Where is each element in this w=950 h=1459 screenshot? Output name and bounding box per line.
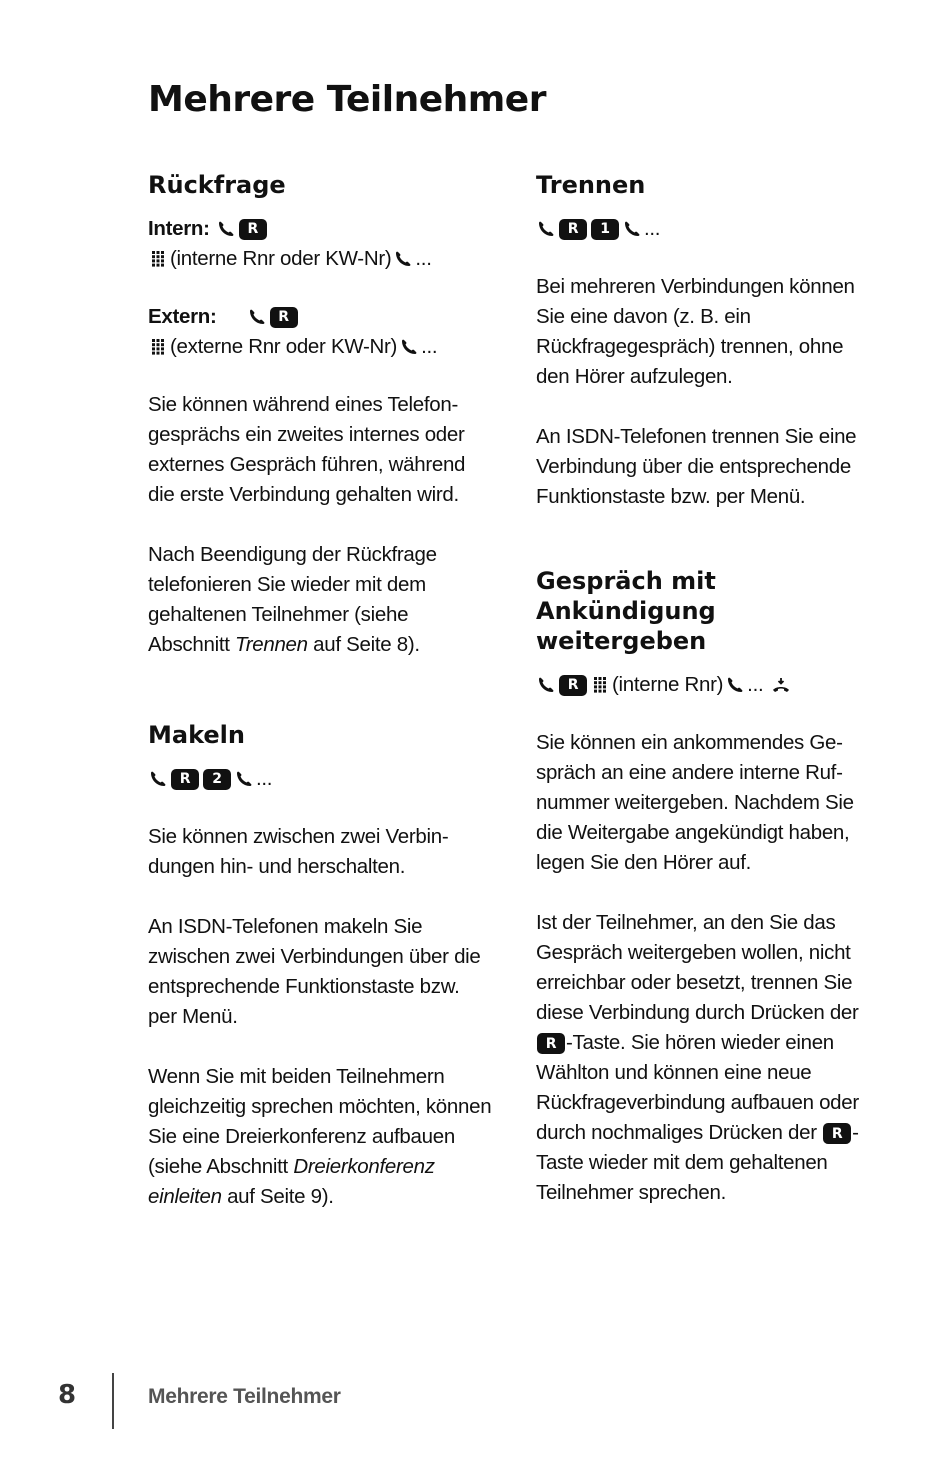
heading-makeln: Makeln: [148, 721, 245, 749]
paragraph-text: Ist der Teilnehmer, an den Sie das Gespräch weitergeben wollen, nicht erreichbar oder besetzt, trennen Sie diese Verbindung durch Drücken der: [536, 911, 859, 1024]
r-key-icon: R: [270, 307, 298, 328]
extern-number-text: (externe Rnr oder KW-Nr): [170, 335, 398, 358]
heading-rueckfrage: Rückfrage: [148, 171, 286, 199]
r-key-icon: R: [559, 219, 587, 240]
left-column: [148, 170, 493, 1242]
two-key-icon: 2: [203, 769, 231, 790]
r-key-icon: R: [239, 219, 267, 240]
paragraph-text: -Taste wieder mit dem gehaltenen Teilnehmer sprechen.: [536, 1121, 859, 1204]
makeln-paragraph-2: An ISDN-Telefonen makeln Sie zwischen zwei Verbindungen über die entsprechende Funktionstaste bzw. per Menü.: [148, 915, 481, 1028]
intern-sequence: [148, 214, 493, 274]
keypad-icon: [590, 675, 610, 695]
cross-reference-dreierkonferenz: Dreierkonferenz einleiten: [148, 1155, 435, 1208]
intern-number-text: (interne Rnr): [612, 673, 724, 696]
section-trennen: [536, 170, 881, 512]
ellipsis: ...: [421, 335, 438, 358]
makeln-paragraph-3: [148, 1062, 493, 1212]
trennen-paragraph-1: Bei mehreren Verbindungen können Sie eine davon (z. B. ein Rückfragegespräch) trennen, ohne den Hörer aufzulegen.: [536, 275, 855, 388]
heading-line: Ankündigung weitergeben: [536, 597, 716, 655]
rueckfrage-paragraph-1: Sie können während eines Telefongesprächs ein zweites internes oder externes Gespräch führen, während die erste Verbindung gehalten wird.: [148, 393, 466, 506]
handset-icon: [622, 219, 642, 239]
footer-section-title: Mehrere Teilnehmer: [148, 1385, 341, 1408]
section-ankuendigung: [536, 566, 881, 1208]
keypad-icon: [148, 337, 168, 357]
handset-icon: [234, 769, 254, 789]
r-key-icon: R: [537, 1033, 565, 1054]
paragraph-text: auf Seite 8).: [307, 633, 420, 656]
handset-icon: [725, 675, 745, 695]
makeln-paragraph-1: Sie können zwischen zwei Verbindungen hin- und herschalten.: [148, 825, 449, 878]
handset-icon: [247, 307, 267, 327]
keypad-icon: [148, 249, 168, 269]
r-key-icon: R: [171, 769, 199, 790]
footer-divider: [112, 1373, 114, 1429]
ellipsis: ...: [415, 247, 432, 270]
paragraph-text: Nach Beendigung der Rückfrage telefonieren Sie wieder mit dem gehaltenen Teilnehmer (siehe Abschnitt: [148, 543, 437, 656]
heading-ankuendigung: [536, 566, 881, 656]
handset-icon: [399, 337, 419, 357]
extern-sequence: [148, 302, 493, 362]
heading-line: Gespräch mit: [536, 567, 716, 595]
rueckfrage-paragraph-2: [148, 540, 493, 660]
r-key-icon: R: [559, 675, 587, 696]
trennen-sequence: [536, 214, 881, 244]
one-key-icon: 1: [591, 219, 619, 240]
ellipsis: ...: [256, 767, 273, 790]
paragraph-text: Wenn Sie mit beiden Teilnehmern gleichzeitig sprechen möchten, können Sie eine Dreierkonferenz aufbauen (siehe Abschnitt: [148, 1065, 492, 1178]
handset-icon: [536, 219, 556, 239]
extern-label: Extern:: [148, 305, 217, 328]
cross-reference-trennen: Trennen: [235, 633, 308, 656]
section-makeln: [148, 720, 493, 1212]
heading-trennen: Trennen: [536, 171, 646, 199]
right-column: [536, 170, 881, 1238]
paragraph-text: -Taste. Sie hören wieder einen Wählton und können eine neue Rückfrageverbindung aufbauen oder durch nochmaliges Drücken der: [536, 1031, 859, 1144]
page-number: 8: [58, 1380, 77, 1410]
intern-number-text: (interne Rnr oder KW-Nr): [170, 247, 392, 270]
ankuendigung-sequence: [536, 670, 881, 700]
ellipsis: ...: [644, 217, 661, 240]
handset-icon: [216, 219, 236, 239]
hang-up-icon: [771, 675, 791, 695]
makeln-sequence: [148, 764, 493, 794]
page-title: Mehrere Teilnehmer: [148, 79, 546, 120]
r-key-icon: R: [823, 1123, 851, 1144]
ankuendigung-paragraph-1: Sie können ein ankommendes Gespräch an eine andere interne Rufnummer weitergeben. Nachdem Sie die Weitergabe angekündigt haben, legen Sie den Hörer auf.: [536, 731, 854, 874]
handset-icon: [393, 249, 413, 269]
ellipsis: ...: [747, 673, 764, 696]
intern-label: Intern:: [148, 217, 210, 240]
paragraph-text: auf Seite 9).: [221, 1185, 334, 1208]
section-rueckfrage: [148, 170, 493, 660]
handset-icon: [536, 675, 556, 695]
trennen-paragraph-2: An ISDN-Telefonen trennen Sie eine Verbindung über die entsprechende Funktionstaste bzw. per Menü.: [536, 425, 857, 508]
handset-icon: [148, 769, 168, 789]
ankuendigung-paragraph-2: [536, 908, 881, 1208]
